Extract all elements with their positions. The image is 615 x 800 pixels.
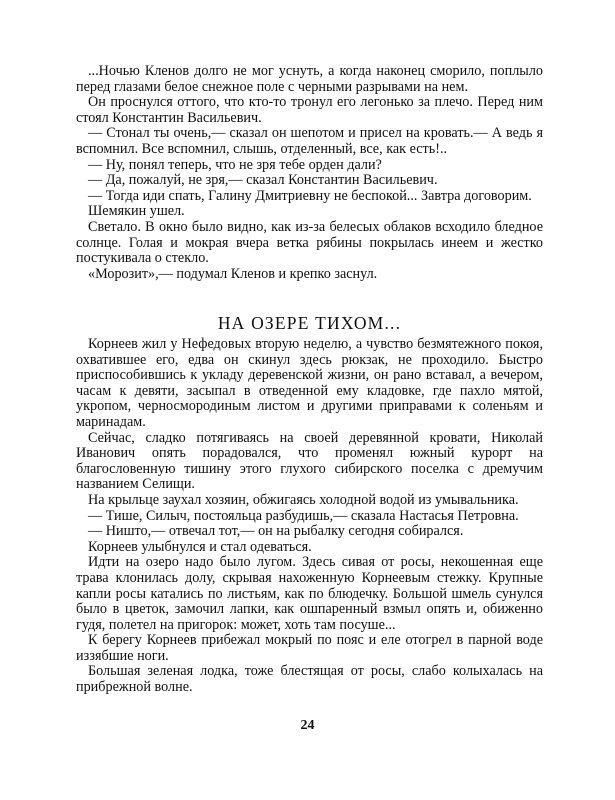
paragraph: — Ну, понял теперь, что не зря тебе орден дали? <box>88 156 382 173</box>
paragraph: Сейчас, сладко потягиваясь на своей деревянной кровати, Николай Иванович опять порадовался, что променял южный курорт на благословенную тишину этого глухого сибирского поселка с дремучим названием Селищи. <box>76 429 543 493</box>
story-ending-text <box>76 64 543 282</box>
paragraph: Он проснулся оттого, что кто-то тронул его легонько за плечо. Перед ним стоял Константин Васильевич. <box>76 94 543 126</box>
paragraph: — Ништо,— отвечал тот,— он на рыбалку сегодня собирался. <box>88 523 464 540</box>
paragraph: ...Ночью Кленов долго не мог уснуть, а когда наконец сморило, поплыло перед глазами белое снежное поле с черными разрывами на нем. <box>76 63 543 95</box>
paragraph: — Да, пожалуй, не зря,— сказал Константин Васильевич. <box>88 172 438 189</box>
paragraph: — Стонал ты очень,— сказал он шепотом и присел на кровать.— А ведь я вспомнил. Все вспомнил, слышь, отделенный, все, как есть!.. <box>76 125 543 157</box>
paragraph: Светало. В окно было видно, как из-за белесых облаков всходило бледное солнце. Голая и мокрая вчера ветка рябины покрылась инеем и жестко постукивала о стекло. <box>76 218 543 267</box>
paragraph: Идти на озеро надо было лугом. Здесь сивая от росы, некошенная еще трава клонилась долу, скрывая нахоженную Корнеевым стежку. Крупные капли росы катались по листьям, как по блюдечку. Большой шмель сунулся было в цветок, замочил лапки, как ошпаренный взмыл опять и, обиженно гудя, полетел на пригорок: может, хоть там посуше... <box>76 554 543 633</box>
paragraph: Шемякин ушел. <box>88 203 185 220</box>
paragraph: — Тише, Силыч, постояльца разбудишь,— сказала Настасья Петровна. <box>88 507 519 524</box>
paragraph: Большая зеленая лодка, тоже блестящая от росы, слабо колыхалась на прибрежной волне. <box>76 663 543 696</box>
paragraph: Корнеев жил у Нефедовых вторую неделю, а чувство безмятежного покоя, охватившее его, едва он скинул здесь рюкзак, не проходило. Быстро приспособившись к укладу деревенской жизни, он рано вставал, а вечером, часам к девяти, засыпал в отведенной ему кладовке, где пахло мятой, укропом, черносмородиным листом и другими приправами к соленьям и маринадам. <box>76 336 543 430</box>
paragraph: Корнеев улыбнулся и стал одеваться. <box>88 538 312 555</box>
paragraph: На крыльце заухал хозяин, обжигаясь холодной водой из умывальника. <box>88 491 519 508</box>
chapter-title: НА ОЗЕРЕ ТИХОМ... <box>217 313 402 333</box>
paragraph: «Морозит»,— подумал Кленов и крепко заснул. <box>88 265 378 282</box>
chapter-text <box>76 337 543 696</box>
paragraph: К берегу Корнеев прибежал мокрый по пояс и еле отогрел в парной воде иззябшие ноги. <box>76 632 543 664</box>
paragraph: — Тогда иди спать, Галину Дмитриевну не беспокой... Завтра договорим. <box>88 187 532 204</box>
page-number: 24 <box>300 718 315 733</box>
